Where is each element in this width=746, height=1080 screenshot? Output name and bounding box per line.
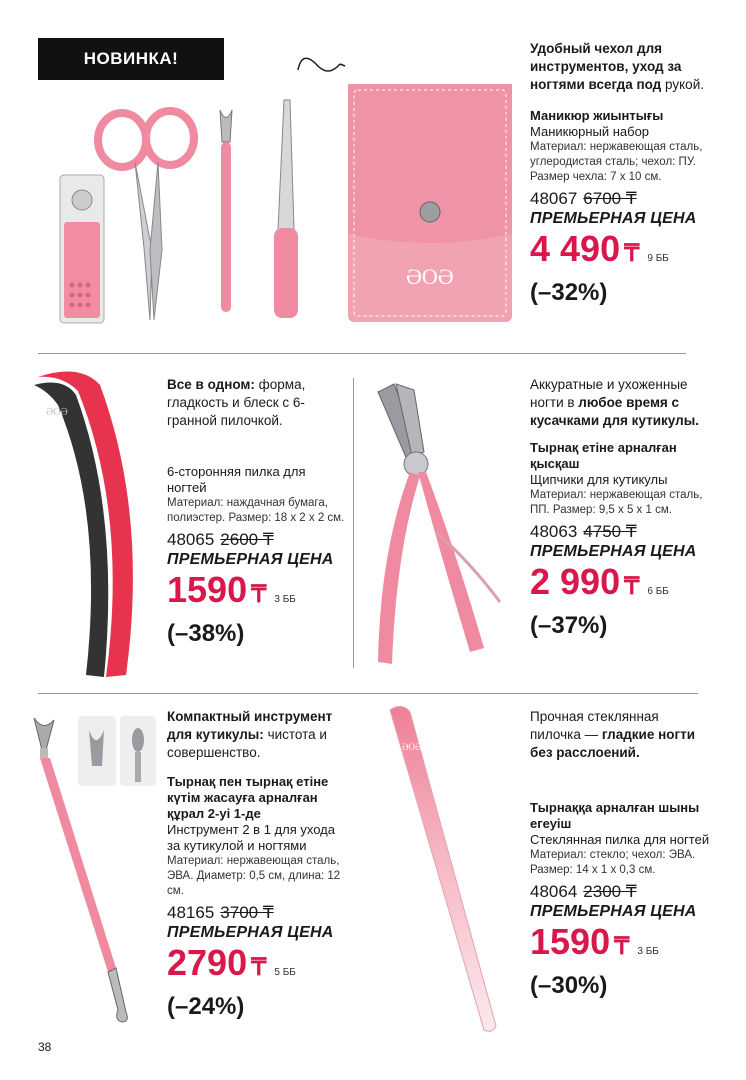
price: 1590: [167, 569, 248, 610]
currency: ₸: [251, 581, 267, 608]
discount: (–38%): [167, 620, 245, 647]
lead-bold: Компактный инструмент для кутикулы:: [167, 709, 333, 742]
name-ru: Маникюрный набор: [530, 124, 650, 139]
product-code: 48067: [530, 189, 578, 208]
bb-points: 6 ББ: [647, 586, 669, 597]
currency: ₸: [624, 573, 640, 600]
discount: (–30%): [530, 972, 608, 999]
old-price: 6700 ₸: [583, 189, 637, 208]
premiere-label: ПРЕМЬЕРНАЯ ЦЕНА: [167, 551, 334, 568]
pink-case-image: [346, 84, 514, 322]
product-card-manicure-set: [530, 40, 720, 307]
nail-file-icon: [274, 100, 298, 318]
spec: Материал: наждачная бумага, полиэстер. Размер: 18 х 2 х 2 см.: [167, 497, 345, 524]
price: 1590: [530, 921, 611, 962]
price: 4 490: [530, 228, 621, 269]
product-card-six-sided-file: [167, 376, 347, 648]
spec: Материал: нержавеющая сталь, углеродистая сталь; чехол: ПУ. Размер чехла: 7 х 10 см.: [530, 141, 703, 183]
lead-normal: чистота и совершенство.: [167, 727, 327, 760]
divider: [38, 353, 686, 354]
bb-points: 3 ББ: [637, 946, 659, 957]
manicure-set-image: [40, 50, 370, 340]
lead-normal: рукой.: [661, 77, 704, 92]
bb-points: 9 ББ: [647, 253, 669, 264]
name-ru: 6-сторонняя пилка для ногтей: [167, 464, 306, 495]
lead-normal: Аккуратные и ухоженные ногти в: [530, 377, 688, 410]
premiere-label: ПРЕМЬЕРНАЯ ЦЕНА: [530, 210, 697, 227]
bb-points: 5 ББ: [274, 967, 296, 978]
premiere-label: ПРЕМЬЕРНАЯ ЦЕНА: [530, 903, 697, 920]
scissors-icon: [98, 111, 194, 320]
cuticle-nippers-image: [360, 372, 520, 682]
name-kz: Тырнаққа арналған шыны егеуіш: [530, 800, 700, 831]
lead-bold: любое время с кусачками для кутикулы.: [530, 395, 699, 428]
name-ru: Стеклянная пилка для ногтей: [530, 832, 710, 847]
price: 2790: [167, 942, 248, 983]
product-card-cuticle-nippers: [530, 376, 710, 640]
product-code: 48165: [167, 903, 215, 922]
discount: (–32%): [530, 279, 608, 306]
page-number: 38: [38, 1040, 52, 1054]
price: 2 990: [530, 561, 621, 602]
six-sided-file-image: [20, 365, 160, 685]
lead-normal: Прочная стеклянная пилочка —: [530, 709, 659, 742]
name-kz: Тырнақ етіне арналған қысқаш: [530, 440, 677, 471]
old-price: 2300 ₸: [583, 882, 637, 901]
premiere-label: ПРЕМЬЕРНАЯ ЦЕНА: [167, 924, 334, 941]
name-ru: Щипчики для кутикулы: [530, 472, 668, 487]
name-kz: Маникюр жиынтығы: [530, 108, 664, 123]
cuticle-pusher-icon: [220, 110, 232, 312]
nail-clipper-icon: [60, 175, 104, 323]
product-code: 48065: [167, 530, 215, 549]
currency: ₸: [251, 954, 267, 981]
product-card-cuticle-tool: [167, 708, 347, 1021]
currency: ₸: [624, 240, 640, 267]
logo-mark: ƏOƏ: [402, 742, 422, 752]
old-price: 2600 ₸: [220, 530, 274, 549]
bb-points: 3 ББ: [274, 594, 296, 605]
currency: ₸: [614, 933, 630, 960]
lead-normal: форма, гладкость и блеск с 6-гранной пилочкой.: [167, 377, 306, 428]
spec: Материал: стекло; чехол: ЭВА. Размер: 14 х 1 х 0,3 см.: [530, 849, 696, 876]
old-price: 3700 ₸: [220, 903, 274, 922]
lead-bold: гладкие ногти без расслоений.: [530, 727, 696, 760]
name-kz: Тырнақ пен тырнақ етіне күтім жасауға арналған құрал 2-уі 1-де: [167, 774, 329, 821]
logo-mark: ƏOƏ: [406, 264, 454, 289]
product-card-glass-file: [530, 708, 710, 1000]
discount: (–37%): [530, 612, 608, 639]
name-ru: Инструмент 2 в 1 для ухода за кутикулой и ногтями: [167, 822, 335, 853]
spec: Материал: нержавеющая сталь, ЭВА. Диаметр: 0,5 см, длина: 12 см.: [167, 855, 341, 897]
new-badge: НОВИНКА!: [38, 38, 224, 80]
divider: [353, 378, 354, 668]
spec: Материал: нержавеющая сталь, ПП. Размер: 9,5 х 5 х 1 см.: [530, 489, 703, 516]
lead-bold: Все в одном:: [167, 377, 255, 392]
lead-bold: Удобный чехол для инструментов, уход за ногтями всегда под: [530, 41, 682, 92]
logo-mark: ƏOƏ: [46, 407, 68, 418]
discount: (–24%): [167, 993, 245, 1020]
product-code: 48064: [530, 882, 578, 901]
product-code: 48063: [530, 522, 578, 541]
old-price: 4750 ₸: [583, 522, 637, 541]
cuticle-tool-image: [26, 710, 156, 1028]
glass-file-image: [380, 700, 510, 1040]
premiere-label: ПРЕМЬЕРНАЯ ЦЕНА: [530, 543, 697, 560]
divider: [38, 693, 698, 694]
